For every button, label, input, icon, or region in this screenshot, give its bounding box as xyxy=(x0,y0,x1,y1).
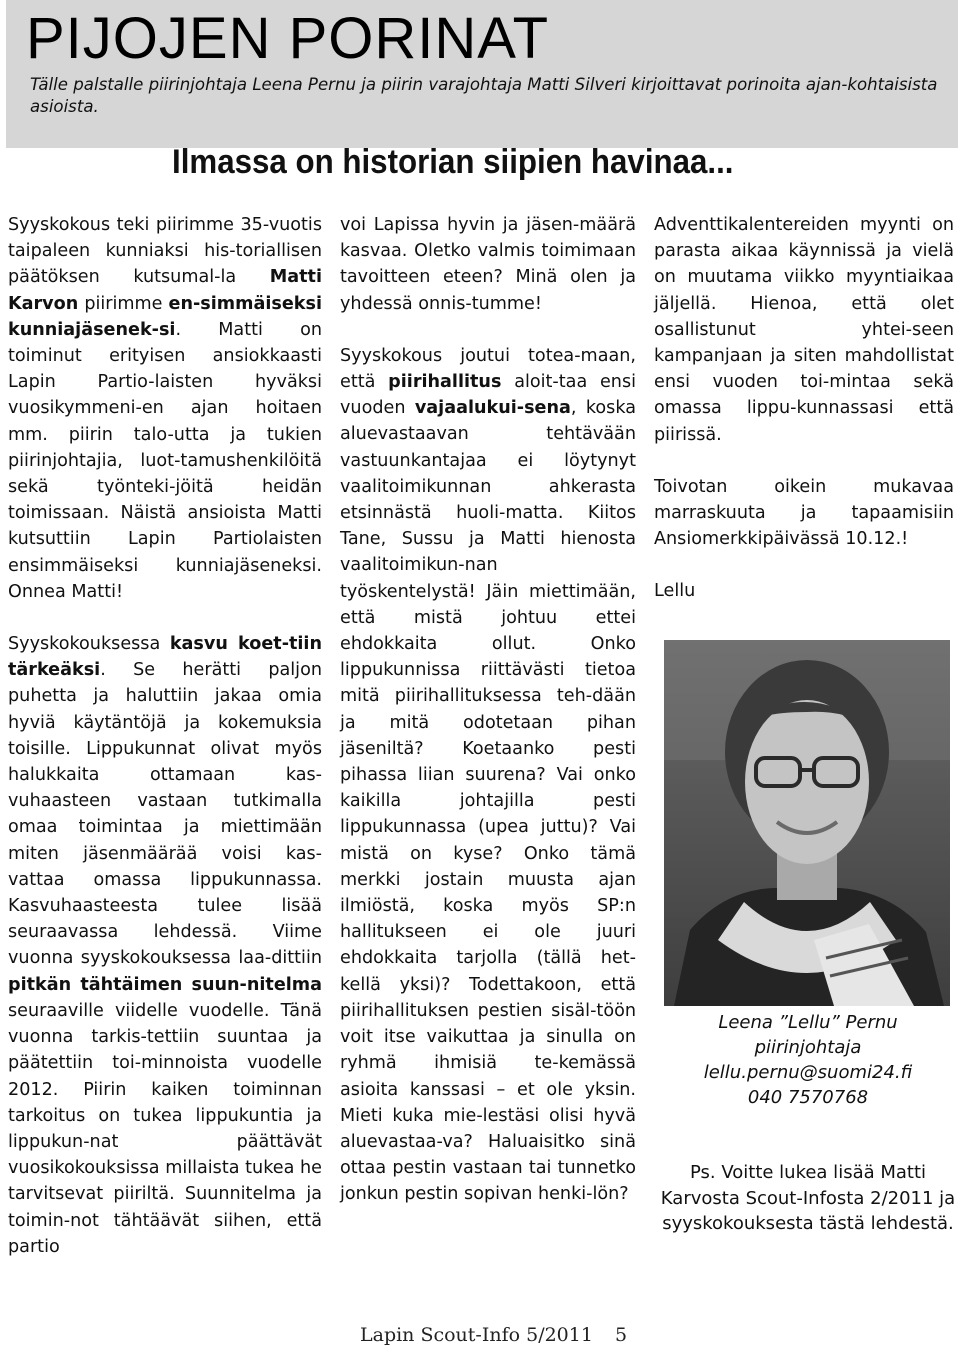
bold-text: pitkän tähtäimen suun-nitelma xyxy=(8,974,322,995)
paragraph xyxy=(8,631,322,1260)
paragraph xyxy=(340,343,636,1208)
article-headline: Ilmassa on historian siipien havinaa... xyxy=(172,143,734,181)
postscript: Ps. Voitte lukea lisää Matti Karvosta Scout-Infosta 2/2011 ja syyskokouksesta tästä lehdestä. xyxy=(660,1162,956,1234)
header-intro: Tälle palstalle piirinjohtaja Leena Pernu ja piirin varajohtaja Matti Silveri kirjoittavat porinoita ajan-kohtaisista asioista. xyxy=(30,75,938,116)
caption-email: lellu.pernu@suomi24.fi xyxy=(703,1062,913,1083)
bold-text: kasvu koet-tiin tärkeäksi xyxy=(8,634,322,681)
page-number: 5 xyxy=(614,1324,628,1346)
column-2 xyxy=(340,212,636,1208)
text: Syyskokouksessa xyxy=(8,634,170,655)
paragraph: Toivotan oikein mukavaa marraskuuta ja tapaamisiin Ansiomerkkipäivässä 10.12.! xyxy=(654,476,954,550)
header-box xyxy=(6,0,958,148)
text: seuraaville viidelle vuodelle. Tänä vuonna tarkis-tettiin suuntaa ja päätettiin toi-minnoista vuodelle 2012. Piirin kaiken toiminnan tarkoitus on tukea lippukuntia ja lippukun-nat päättävät vuosikokouksissa millaista tukea he tarvitsevat piiriltä. Suunnitelma ja toimin-not tähtäävät siihen, että partio xyxy=(8,1000,322,1257)
text: Syyskokous teki piirimme 35-vuotis taipaleen kunniaksi his-toriallisen päätöksen kutsumal-la xyxy=(8,215,322,288)
bold-text: en-simmäiseksi kunniajäsenek-si xyxy=(8,293,322,340)
photo-caption xyxy=(660,1010,956,1110)
text: . Matti on toiminut erityisen ansiokkaasti Lapin Partio-laisten hyväksi vuosikymmeni-en ajan hoitaen mm. piirin talo-utta ja tukien piirinjohtajia, luot-tamushenkilöitä sekä työnteki-jöitä heidän toimissaan. Näistä ansioista Matti kutsuttiin Lapin Partiolaisten ensimmäiseksi kunniajäseneksi. Onnea Matti! xyxy=(8,319,322,602)
caption-role: piirinjohtaja xyxy=(754,1037,862,1058)
portrait-photo xyxy=(664,640,950,1006)
page-footer xyxy=(360,1322,627,1348)
caption-phone: 040 7570768 xyxy=(747,1087,869,1108)
bold-text: piirihallitus xyxy=(388,372,502,393)
bold-text: vajaalukui-sena xyxy=(414,398,571,419)
page-title: PIJOJEN PORINAT xyxy=(26,6,550,71)
text: piirimme xyxy=(78,293,169,314)
paragraph xyxy=(8,212,322,605)
paragraph: voi Lapissa hyvin ja jäsen-määrä kasvaa. Oletko valmis toimimaan tavoitteen eteen? Minä olen ja yhdessä onnis-tumme! xyxy=(340,215,636,314)
signature: Lellu xyxy=(654,581,696,602)
bold-text: Matti Karvon xyxy=(8,267,322,314)
caption-name: Leena ”Lellu” Pernu xyxy=(718,1012,898,1033)
publication-name: Lapin Scout-Info 5/2011 xyxy=(360,1324,593,1346)
paragraph: Adventtikalentereiden myynti on parasta aikaa käynnissä ja vielä on muutama viikko myyntiaikaa jäljellä. Hienoa, että olet osallistunut yhtei-seen kampanjaan ja siten mahdollistat ensi vuoden toi-mintaa sekä omassa lippu-kunnassasi että piirissä. xyxy=(654,215,954,445)
column-1 xyxy=(8,212,322,1260)
column-3 xyxy=(654,212,954,605)
text: , koska aluevastaavan tehtävään vastuunkantajaa ei löytynyt vaalitoimikunnan ahkerasta etsinnästä huoli-matta. Kiitos Tane, Sussu ja Matti hienosta vaalitoimikun-nan työskentelystä! Jäin miettimään, että mistä johtuu ettei ehdokkaita ollut. Onko lippukunnissa riittävästi tietoa mitä piirihallituksessa teh-dään ja mitä odotetaan pihan jäseniltä? Koetaanko pesti pihassa liian suurena? Vai onko kaikilla johtajilla pesti lippukunnassa (upea juttu)? Vai mistä on kyse? Onko tämä merkki jostain muusta ajan ilmiöstä, koska myös SP:n hallitukseen ei ole juuri ehdokkaita tarjolla (tällä het-kellä yksi)? Todettakoon, että piirihallituksen pestien sisäl-töön voit itse vaikuttaa ja sinulla on ryhmä ihmisiä te-kemässä asioita kanssasi – et ole yksin. Mieti kuka mie-lestäsi olisi hyvä aluevastaa-va? Haluaisitko sinä ottaa pestin vastaan tai tunnetko jonkun pestin sopivan henki-lön? xyxy=(340,398,637,1205)
portrait-image xyxy=(664,640,950,1006)
text: aloit-taa ensi vuoden xyxy=(340,372,637,419)
text: . Se herätti paljon puhetta ja haluttiin jakaa omia hyviä käytäntöjä ja kokemuksia toisille. Lippukunnat olivat myös halukkaita ottamaan kas-vuhaasteen vastaan tutkimalla omaa toimintaa ja miettimään miten jäsenmäärää voisi kas-vattaa omassa lippukunnassa. Kasvuhaasteesta tulee lisää seuraavassa lehdessä. Viime vuonna syyskokouksessa laa-dittiin xyxy=(8,660,322,969)
text: Syyskokous joutui totea-maan, että xyxy=(340,345,636,393)
